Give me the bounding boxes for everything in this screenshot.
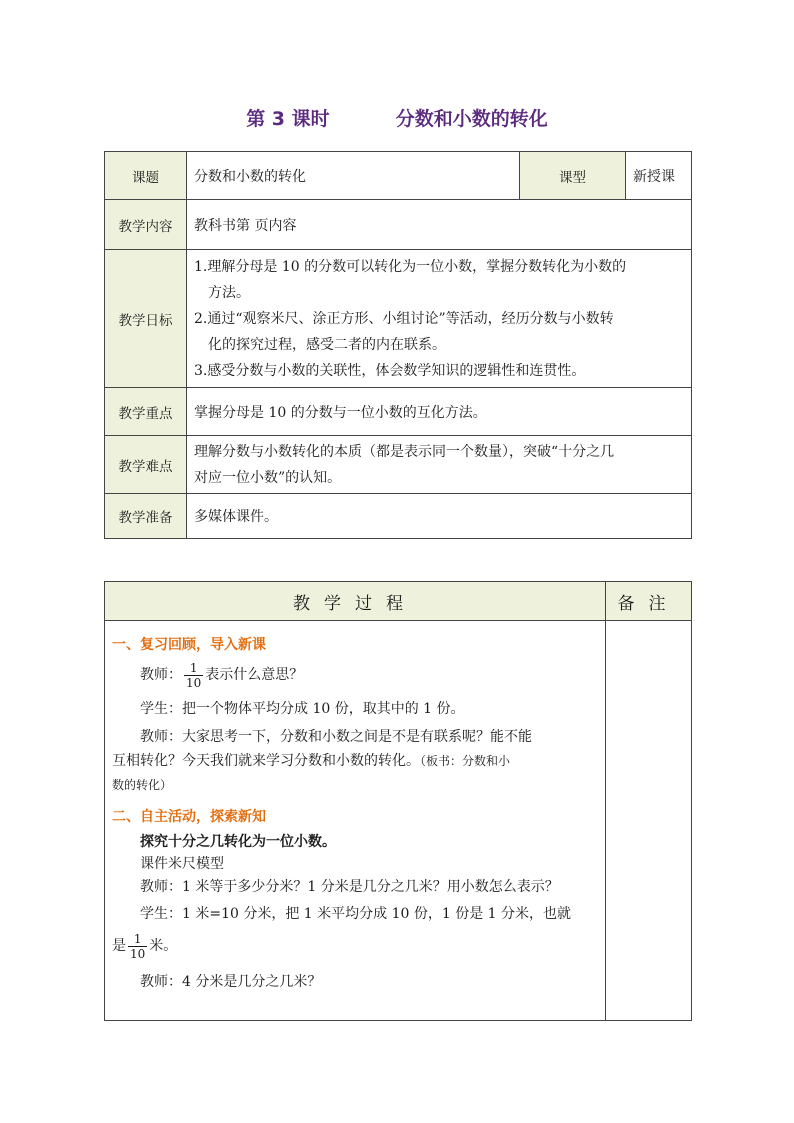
notes-cell <box>606 621 692 1021</box>
explore-heading: 探究十分之几转化为一位小数。 <box>140 834 336 850</box>
difficult-line-1: 理解分数与小数转化的本质（都是表示同一个数量），突破“十分之几 <box>194 443 615 460</box>
goal-2-cont: 化的探究过程，感受二者的内在联系。 <box>208 336 446 353</box>
section-explore: 二、自主活动，探索新知 <box>112 809 266 825</box>
goal-1: 1.理解分母是 10 的分数可以转化为一位小数，掌握分数转化为小数的 <box>194 258 627 275</box>
student-answer-2-cont: 是 $\frac{1}{10}$ 米。 <box>112 931 178 961</box>
student-answer-2: 学生：1 米=10 分米，把 1 米平均分成 10 份，1 份是 1 分米，也就 <box>140 906 572 922</box>
board-note-cont: 数的转化） <box>112 778 173 792</box>
section-review: 一、复习回顾，导入新课 <box>112 637 266 653</box>
teacher-prompt-1: 教师：大家思考一下，分数和小数之间是不是有联系呢？能不能 <box>140 729 532 745</box>
content-value: 教科书第 页内容 <box>187 200 692 250</box>
prep-label: 教学准备 <box>105 494 187 539</box>
teacher-question-2: 教师：1 米等于多少分米？1 分米是几分之几米？用小数怎么表示？ <box>140 879 559 895</box>
courseware-label: 课件米尺模型 <box>140 856 224 872</box>
teaching-process-table <box>104 581 692 1021</box>
student-answer-1: 学生：把一个物体平均分成 10 份，取其中的 1 份。 <box>140 701 465 717</box>
topic-value: 分数和小数的转化 <box>187 152 520 200</box>
lesson-info-table <box>104 151 692 539</box>
goal-2: 2.通过“观察米尺、涂正方形、小组讨论”等活动，经历分数与小数转 <box>194 310 614 327</box>
notes-header: 备注 <box>606 582 692 621</box>
process-header: 教学过程 <box>105 582 606 621</box>
teacher-question-1: 教师： $\frac{1}{10}$ 表示什么意思？ <box>140 660 304 690</box>
difficult-line-2: 对应一位小数”的认知。 <box>194 469 342 486</box>
process-body <box>105 621 606 1021</box>
goal-1-cont: 方法。 <box>208 284 250 301</box>
difficult-cell <box>187 436 692 494</box>
type-label: 课型 <box>520 152 626 200</box>
key-label: 教学重点 <box>105 388 187 436</box>
goal-3: 3.感受分数与小数的关联性，体会数学知识的逻辑性和连贯性。 <box>194 362 586 379</box>
prep-value: 多媒体课件。 <box>187 494 692 539</box>
teacher-prompt-2: 互相转化？今天我们就来学习分数和小数的转化。（板书：分数和小 <box>112 753 511 769</box>
teacher-question-3: 教师：4 分米是几分之几米？ <box>140 974 322 990</box>
goals-label: 教学日标 <box>105 250 187 388</box>
key-value: 掌握分母是 10 的分数与一位小数的互化方法。 <box>187 388 692 436</box>
fraction-one-tenth: $\frac{1}{10}$ <box>186 660 202 690</box>
topic-label: 课题 <box>105 152 187 200</box>
goals-cell <box>187 250 692 388</box>
difficult-label: 教学难点 <box>105 436 187 494</box>
fraction-one-tenth-2: $\frac{1}{10}$ <box>130 931 146 961</box>
content-label: 教学内容 <box>105 200 187 250</box>
page-title: 第 3 课时 分数和小数的转化 <box>246 108 548 130</box>
board-note: （板书：分数和小 <box>420 754 511 768</box>
type-value: 新授课 <box>626 152 692 200</box>
